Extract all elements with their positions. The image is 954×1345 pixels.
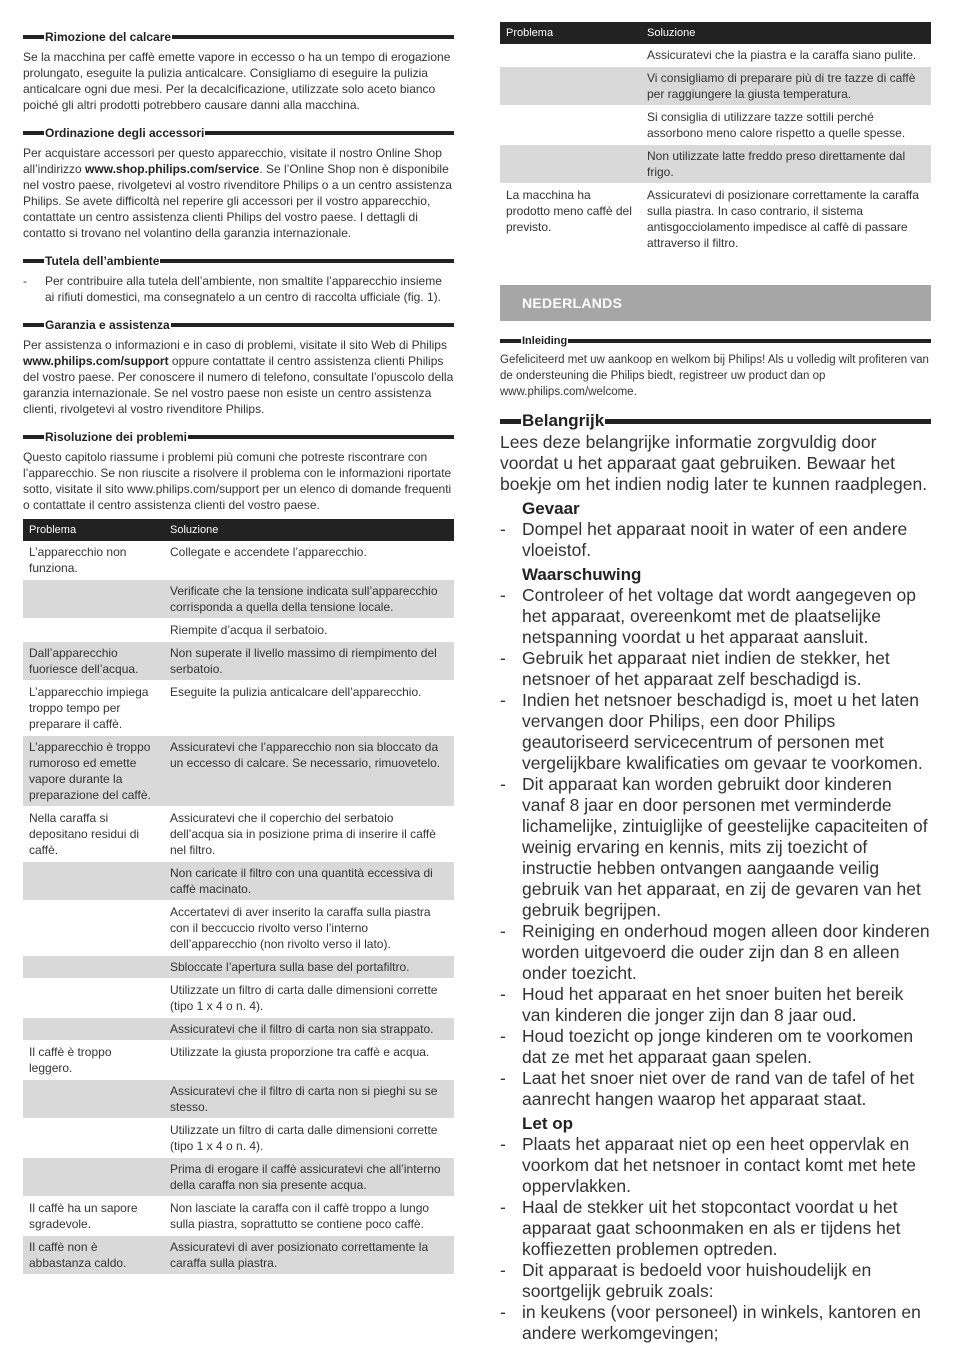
section-important bbox=[500, 410, 931, 1344]
list-item bbox=[500, 1197, 931, 1260]
table-row bbox=[23, 1158, 454, 1197]
solution-cell: Si consiglia di utilizzare tazze sottili perché assorbono meno calore rispetto a quelle spesse. bbox=[641, 106, 931, 145]
solution-cell: Non superate il livello massimo di riempimento del serbatoio. bbox=[164, 642, 454, 681]
problem-cell bbox=[23, 1018, 164, 1041]
problem-cell bbox=[500, 106, 641, 145]
problem-cell bbox=[500, 145, 641, 184]
section-environment bbox=[23, 253, 454, 305]
solution-cell: Assicuratevi di aver posizionato correttamente la caraffa sulla piastra. bbox=[164, 1236, 454, 1275]
list-item-text: Indien het netsnoer beschadigd is, moet u het laten vervangen door Philips, een door Philips geautoriseerd servicecentrum of personen met vergelijkbare kwalificaties om gevaar te voorkomen. bbox=[522, 690, 923, 773]
problem-cell bbox=[23, 1119, 164, 1158]
table-header bbox=[500, 22, 931, 44]
col-problem: Problema bbox=[23, 519, 164, 541]
list-dash: - bbox=[500, 519, 506, 539]
list-dash: - bbox=[500, 1068, 506, 1088]
section-heading: Rimozione del calcare bbox=[23, 29, 454, 45]
table-row bbox=[23, 681, 454, 736]
problem-cell bbox=[23, 979, 164, 1018]
list-item bbox=[500, 1260, 931, 1302]
solution-cell: Prima di erogare il caffè assicuratevi che all’interno della caraffa non sia presente acqua. bbox=[164, 1158, 454, 1197]
list-item bbox=[500, 1026, 931, 1068]
list-dash: - bbox=[500, 690, 506, 710]
problem-cell: Il caffè non è abbastanza caldo. bbox=[23, 1236, 164, 1275]
solution-cell: Verificate che la tensione indicata sull’apparecchio corrisponda a quella della tensione locale. bbox=[164, 580, 454, 619]
shop-link[interactable]: www.shop.philips.com/service bbox=[85, 162, 260, 176]
problem-cell: Il caffè ha un sapore sgradevole. bbox=[23, 1197, 164, 1236]
solution-cell: Assicuratevi che l’apparecchio non sia bloccato da un eccesso di calcare. Se necessario, rimuovetelo. bbox=[164, 736, 454, 807]
language-banner: NEDERLANDS bbox=[500, 285, 931, 321]
warning-list bbox=[500, 585, 931, 1110]
list-item bbox=[500, 921, 931, 984]
troubleshooting-text: Questo capitolo riassume i problemi più comuni che potreste riscontrare con l’apparecchio. Se non riuscite a risolvere il problema con le informazioni riportate sotto, visitate il sito www.philips.com/support per un elenco di domande frequenti o contattate il centro assistenza clienti del vostro paese. bbox=[23, 450, 452, 512]
table-row bbox=[23, 1119, 454, 1158]
table-row bbox=[500, 145, 931, 184]
table-row bbox=[23, 1080, 454, 1119]
support-link[interactable]: www.philips.com/support bbox=[23, 354, 169, 368]
list-item bbox=[500, 690, 931, 774]
list-item bbox=[500, 519, 931, 561]
solution-cell: Riempite d’acqua il serbatoio. bbox=[164, 619, 454, 642]
problem-cell bbox=[23, 1158, 164, 1197]
list-item bbox=[500, 1302, 931, 1344]
list-item bbox=[500, 585, 931, 648]
table-row bbox=[23, 1041, 454, 1080]
list-item-text: Reiniging en onderhoud mogen alleen door kinderen worden uitgevoerd die ouder zijn dan 8 en alleen onder toezicht. bbox=[522, 921, 930, 983]
problem-cell bbox=[500, 67, 641, 106]
troubleshooting-table bbox=[23, 519, 454, 1275]
list-dash: - bbox=[500, 1260, 506, 1280]
intro-text: Gefeliciteerd met uw aankoop en welkom bij Philips! Als u volledig wilt profiteren van de ondersteuning die Philips biedt, registreer uw product dan op www.philips.com/welcome. bbox=[500, 354, 929, 398]
table-row bbox=[23, 807, 454, 862]
list-item bbox=[500, 774, 931, 921]
table-row bbox=[500, 67, 931, 106]
table-row bbox=[23, 642, 454, 681]
table-row bbox=[500, 44, 931, 67]
table-row bbox=[23, 862, 454, 901]
list-item: - Per contribuire alla tutela dell’ambiente, non smaltite l’apparecchio insieme ai rifiuti domestici, ma consegnatelo a un centro di raccolta ufficiale (fig. 1). bbox=[23, 274, 442, 304]
table-row bbox=[23, 1197, 454, 1236]
warning-title: Waarschuwing bbox=[522, 565, 642, 584]
solution-cell: Assicuratevi che il filtro di carta non si pieghi su se stesso. bbox=[164, 1080, 454, 1119]
solution-cell: Eseguite la pulizia anticalcare dell’apparecchio. bbox=[164, 681, 454, 736]
solution-cell: Utilizzate un filtro di carta dalle dimensioni corrette (tipo 1 x 4 o n. 4). bbox=[164, 979, 454, 1018]
table-header bbox=[23, 519, 454, 541]
list-item bbox=[500, 984, 931, 1026]
problem-cell bbox=[23, 619, 164, 642]
list-dash: - bbox=[500, 1302, 506, 1322]
list-item bbox=[500, 1134, 931, 1197]
solution-cell: Assicuratevi che il coperchio del serbatoio dell’acqua sia in posizione prima di inserire il caffè nel filtro. bbox=[164, 807, 454, 862]
table-row bbox=[23, 619, 454, 642]
section-heading: Garanzia e assistenza bbox=[23, 317, 454, 333]
caution-title: Let op bbox=[522, 1114, 573, 1133]
list-item-text: Gebruik het apparaat niet indien de stekker, het netsnoer of het apparaat zelf beschadigd is. bbox=[522, 648, 890, 689]
section-heading: Tutela dell’ambiente bbox=[23, 253, 454, 269]
table-row bbox=[500, 184, 931, 255]
section-intro bbox=[500, 333, 931, 400]
solution-cell: Collegate e accendete l’apparecchio. bbox=[164, 541, 454, 580]
list-item-text: Laat het snoer niet over de rand van de tafel of het aanrecht hangen waarop het apparaat staat. bbox=[522, 1068, 915, 1109]
solution-cell: Assicuratevi che il filtro di carta non sia strappato. bbox=[164, 1018, 454, 1041]
problem-cell: Dall’apparecchio fuoriesce dell’acqua. bbox=[23, 642, 164, 681]
solution-cell: Assicuratevi di posizionare correttamente la caraffa sulla piastra. In caso contrario, il sistema antisgocciolamento impedisce al caffè di passare attraverso il filtro. bbox=[641, 184, 931, 255]
problem-cell bbox=[500, 44, 641, 67]
table-row bbox=[23, 979, 454, 1018]
list-dash: - bbox=[500, 921, 506, 941]
list-item-text: Dompel het apparaat nooit in water of een andere vloeistof. bbox=[522, 519, 908, 560]
table-row bbox=[23, 736, 454, 807]
solution-cell: Sbloccate l’apertura sulla base del portafiltro. bbox=[164, 956, 454, 979]
solution-cell: Non utilizzate latte freddo preso direttamente dal frigo. bbox=[641, 145, 931, 184]
list-dash: - bbox=[500, 984, 506, 1004]
list-dash: - bbox=[500, 585, 506, 605]
solution-cell: Accertatevi di aver inserito la caraffa sulla piastra con il beccuccio rivolto verso l’interno dell’apparecchio (non rivolto verso il lato). bbox=[164, 901, 454, 956]
danger-title: Gevaar bbox=[522, 499, 580, 518]
list-dash: - bbox=[500, 774, 506, 794]
list-item-text: Houd toezicht op jonge kinderen om te voorkomen dat ze met het apparaat gaan spelen. bbox=[522, 1026, 914, 1067]
solution-cell: Vi consigliamo di preparare più di tre tazze di caffè per raggiungere la giusta temperatura. bbox=[641, 67, 931, 106]
caution-list bbox=[500, 1134, 931, 1344]
section-descaling bbox=[23, 29, 454, 113]
table-row bbox=[23, 1236, 454, 1275]
list-dash: - bbox=[500, 1026, 506, 1046]
solution-cell: Non caricate il filtro con una quantità eccessiva di caffè macinato. bbox=[164, 862, 454, 901]
table-row bbox=[23, 580, 454, 619]
list-dash: - bbox=[500, 1134, 506, 1154]
list-dash: - bbox=[500, 648, 506, 668]
section-accessories bbox=[23, 125, 454, 241]
list-item-text: in keukens (voor personeel) in winkels, kantoren en andere werkomgevingen; bbox=[522, 1302, 921, 1343]
col-problem: Problema bbox=[500, 22, 641, 44]
list-dash: - bbox=[500, 1197, 506, 1217]
table-row bbox=[500, 106, 931, 145]
table-row bbox=[23, 1018, 454, 1041]
list-item-text: Haal de stekker uit het stopcontact voordat u het apparaat gaat schoonmaken en als er tijdens het koffiezetten problemen optreden. bbox=[522, 1197, 901, 1259]
descaling-text: Se la macchina per caffè emette vapore in eccesso o ha un tempo di erogazione prolungato, eseguite la pulizia anticalcare. Consigliamo di eseguire la pulizia anticalcare ogni due mesi. Per la decalcificazione, utilizzate solo aceto bianco poiché gli altri prodotti potrebbero causare danni alla macchina. bbox=[23, 50, 451, 112]
section-warranty bbox=[23, 317, 454, 417]
section-heading: Risoluzione dei problemi bbox=[23, 429, 454, 445]
list-item-text: Dit apparaat kan worden gebruikt door kinderen vanaf 8 jaar en door personen met verminderde lichamelijke, zintuiglijke of geestelijke capaciteiten of weinig ervaring en kennis, mits zij toezicht of instructie hebben ontvangen aangaande veilig gebruik van het apparaat, en zij de gevaren van het gebruik begrijpen. bbox=[522, 774, 928, 920]
warranty-text: Per assistenza o informazioni e in caso di problemi, visitate il sito Web di Philips www.philips.com/support oppure contattate il centro assistenza clienti Philips del vostro paese. Per conoscere il numero di telefono, consultate l’opuscolo della garanzia internazionale. Se nel vostro paese non esiste un centro assistenza clienti, rivolgetevi al vostro rivenditore Philips. bbox=[23, 338, 454, 416]
troubleshooting-table-continued bbox=[500, 22, 931, 255]
section-troubleshooting bbox=[23, 429, 454, 513]
solution-cell: Utilizzate la giusta proporzione tra caffè e acqua. bbox=[164, 1041, 454, 1080]
col-solution: Soluzione bbox=[641, 22, 931, 44]
important-text: Lees deze belangrijke informatie zorgvuldig door voordat u het apparaat gaat gebruiken. Bewaar het boekje om het indien nodig later te kunnen raadplegen. bbox=[500, 432, 928, 494]
problem-cell: L’apparecchio è troppo rumoroso ed emette vapore durante la preparazione del caffè. bbox=[23, 736, 164, 807]
problem-cell bbox=[23, 862, 164, 901]
problem-cell: L’apparecchio non funziona. bbox=[23, 541, 164, 580]
problem-cell: La macchina ha prodotto meno caffè del previsto. bbox=[500, 184, 641, 255]
problem-cell: Nella caraffa si depositano residui di caffè. bbox=[23, 807, 164, 862]
list-item-text: Plaats het apparaat niet op een heet oppervlak en voorkom dat het netsnoer in contact komt met hete oppervlakken. bbox=[522, 1134, 916, 1196]
table-row bbox=[23, 901, 454, 956]
problem-cell bbox=[23, 901, 164, 956]
solution-cell: Non lasciate la caraffa con il caffè troppo a lungo sulla piastra, soprattutto se contiene poco caffè. bbox=[164, 1197, 454, 1236]
solution-cell: Utilizzate un filtro di carta dalle dimensioni corrette (tipo 1 x 4 o n. 4). bbox=[164, 1119, 454, 1158]
section-heading: Ordinazione degli accessori bbox=[23, 125, 454, 141]
problem-cell: Il caffè è troppo leggero. bbox=[23, 1041, 164, 1080]
section-heading: Inleiding bbox=[500, 333, 931, 349]
list-item-text: Dit apparaat is bedoeld voor huishoudelijk en soortgelijk gebruik zoals: bbox=[522, 1260, 872, 1301]
table-row bbox=[23, 541, 454, 580]
problem-cell bbox=[23, 1080, 164, 1119]
solution-cell: Assicuratevi che la piastra e la caraffa siano pulite. bbox=[641, 44, 931, 67]
problem-cell bbox=[23, 580, 164, 619]
list-item bbox=[500, 1068, 931, 1110]
col-solution: Soluzione bbox=[164, 519, 454, 541]
list-item-text: Controleer of het voltage dat wordt aangegeven op het apparaat, overeenkomt met de plaatselijke netspanning voordat u het apparaat aansluit. bbox=[522, 585, 917, 647]
section-heading: Belangrijk bbox=[500, 410, 931, 432]
list-item-text: Houd het apparaat en het snoer buiten het bereik van kinderen die jonger zijn dan 8 jaar oud. bbox=[522, 984, 904, 1025]
problem-cell: L’apparecchio impiega troppo tempo per preparare il caffè. bbox=[23, 681, 164, 736]
accessories-text: Per acquistare accessori per questo apparecchio, visitate il nostro Online Shop all’indirizzo www.shop.philips.com/service. Se l’Online Shop non è disponibile nel vostro paese, rivolgetevi al vostro rivenditore Philips o a un centro assistenza Philips. Se avete difficoltà nel reperire gli accessori per il vostro apparecchio, contattate un centro assistenza clienti Philips del vostro paese. I dettagli di contatto si trovano nel volantino della garanzia internazionale. bbox=[23, 146, 452, 240]
problem-cell bbox=[23, 956, 164, 979]
danger-list bbox=[500, 519, 931, 561]
list-item bbox=[500, 648, 931, 690]
table-row bbox=[23, 956, 454, 979]
